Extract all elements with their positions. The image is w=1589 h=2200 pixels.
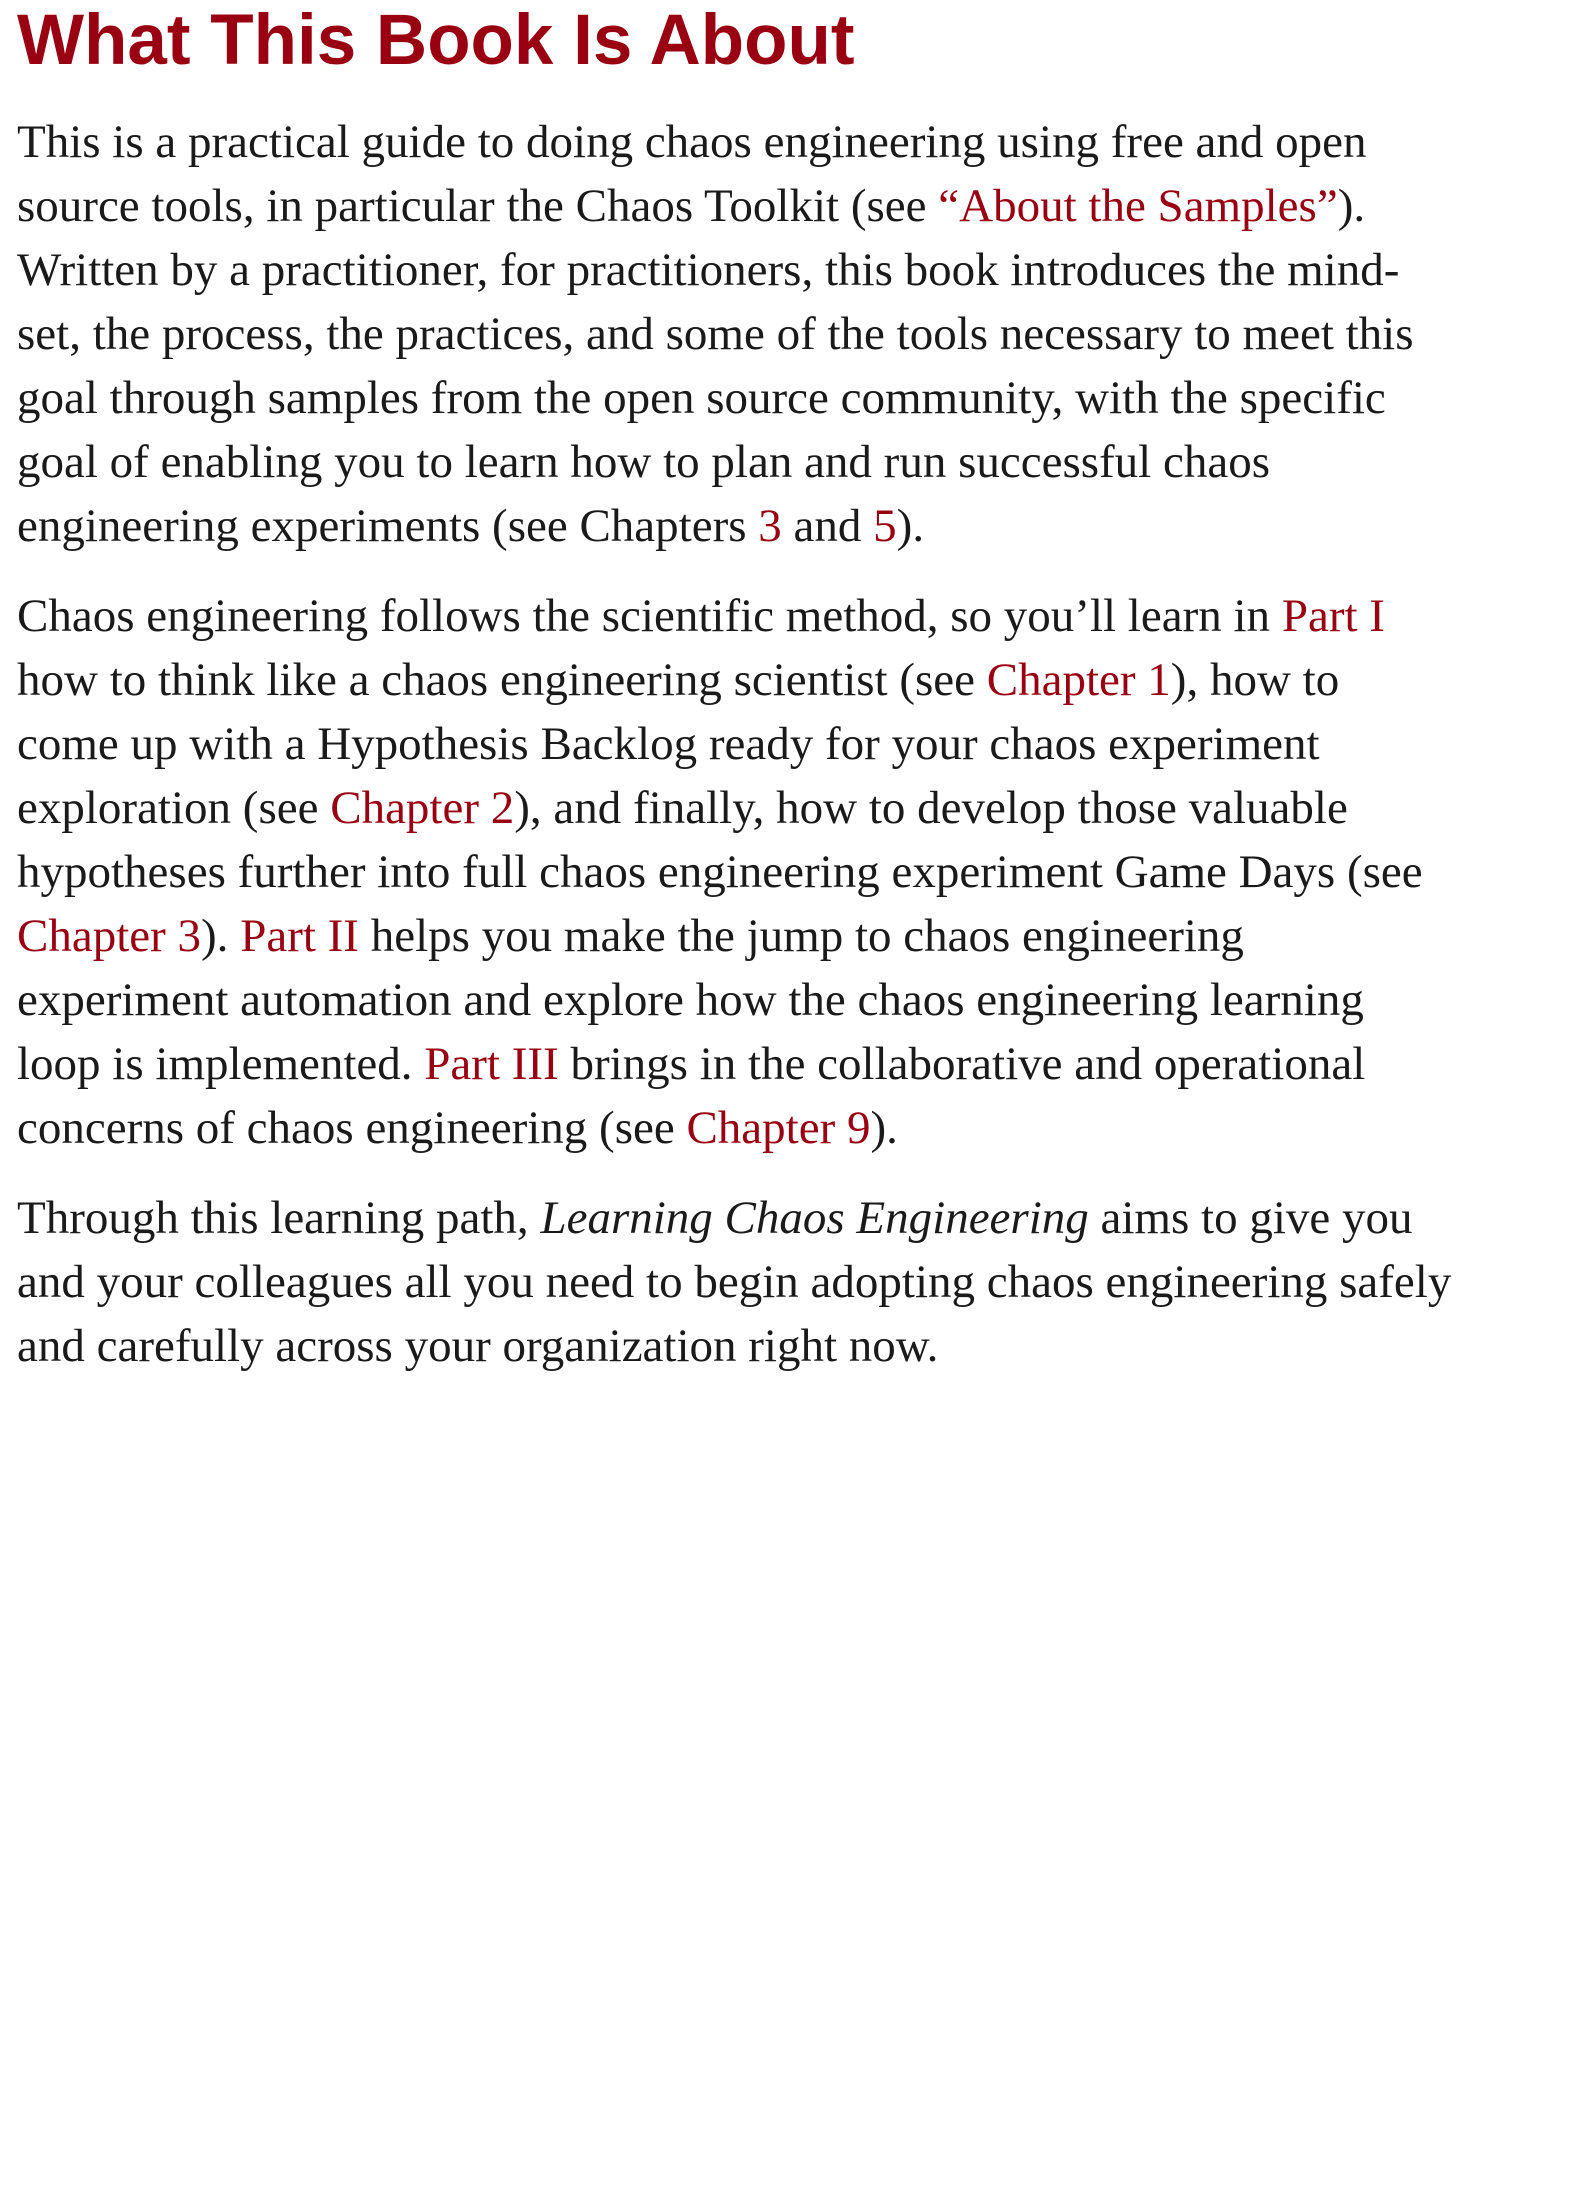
link-chapter-2[interactable]: Chapter 2	[330, 782, 515, 834]
link-part-3[interactable]: Part III	[424, 1038, 559, 1090]
text-line: and your colleagues all you need to begin adopting chaos engineering safely	[17, 1256, 1452, 1308]
text-line: source tools, in particular the Chaos Toolkit (see “About the Samples”).	[17, 180, 1366, 232]
text-line: Through this learning path, Learning Chaos Engineering aims to give you	[17, 1192, 1413, 1244]
text-line: come up with a Hypothesis Backlog ready for your chaos experiment	[17, 718, 1320, 770]
link-part-1[interactable]: Part I	[1281, 590, 1385, 642]
text-line: hypotheses further into full chaos engineering experiment Game Days (see	[17, 846, 1423, 898]
text-line: loop is implemented. Part III brings in the collaborative and operational	[17, 1038, 1366, 1090]
text-line: goal of enabling you to learn how to plan and run successful chaos	[17, 436, 1271, 488]
text-line: set, the process, the practices, and some of the tools necessary to meet this	[17, 308, 1414, 360]
text-line: experiment automation and explore how the chaos engineering learning	[17, 974, 1364, 1026]
paragraph-parts	[17, 584, 1577, 1160]
text-line: This is a practical guide to doing chaos engineering using free and open	[17, 116, 1367, 168]
text-line: Chapter 3). Part II helps you make the jump to chaos engineering	[17, 910, 1244, 962]
text-line: exploration (see Chapter 2), and finally, how to develop those valuable	[17, 782, 1348, 834]
link-chapter-3-number[interactable]: 3	[758, 500, 782, 552]
text-line: how to think like a chaos engineering scientist (see Chapter 1), how to	[17, 654, 1340, 706]
page	[17, 0, 1577, 1378]
link-about-the-samples[interactable]: “About the Samples”	[938, 180, 1338, 232]
link-chapter-5-number[interactable]: 5	[873, 500, 897, 552]
text-line: Chaos engineering follows the scientific method, so you’ll learn in Part I	[17, 590, 1385, 642]
text-line: goal through samples from the open source community, with the specific	[17, 372, 1386, 424]
text-line: Written by a practitioner, for practitioners, this book introduces the mind-	[17, 244, 1400, 296]
text-line: engineering experiments (see Chapters 3 and 5).	[17, 500, 925, 552]
link-chapter-1[interactable]: Chapter 1	[986, 654, 1171, 706]
link-chapter-3[interactable]: Chapter 3	[17, 910, 202, 962]
book-title: Learning Chaos Engineering	[540, 1192, 1089, 1244]
text-line: concerns of chaos engineering (see Chapter 9).	[17, 1102, 898, 1154]
link-part-2[interactable]: Part II	[240, 910, 359, 962]
link-chapter-9[interactable]: Chapter 9	[686, 1102, 871, 1154]
paragraph-conclusion	[17, 1186, 1577, 1378]
section-heading: What This Book Is About	[17, 1, 855, 80]
text-line: and carefully across your organization right now.	[17, 1320, 939, 1372]
paragraph-intro	[17, 110, 1577, 558]
